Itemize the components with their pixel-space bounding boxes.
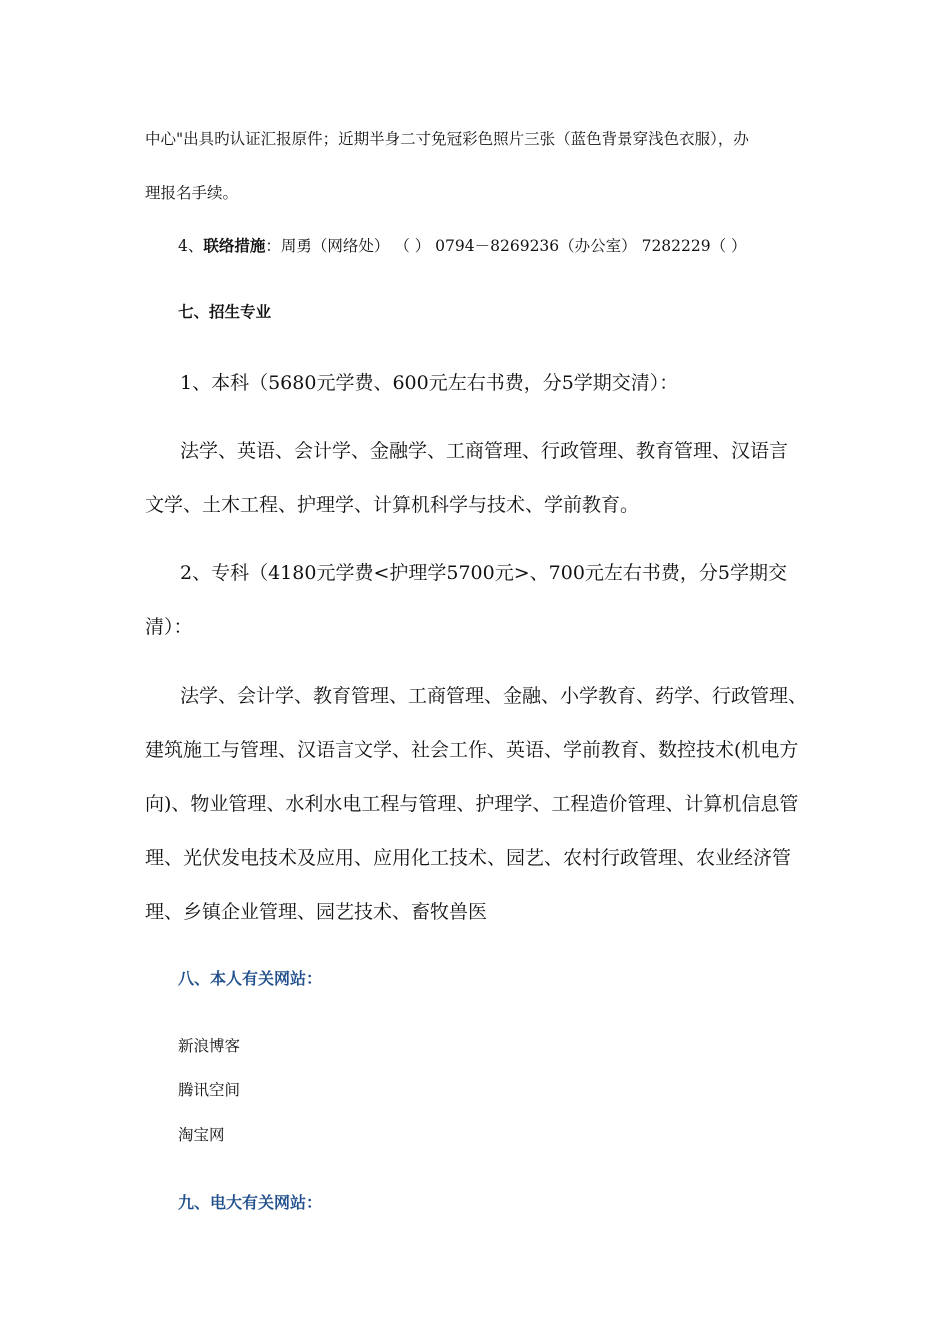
- undergrad-title: 1、本科（5680元学费、600元左右书费，分5学期交清）：: [180, 372, 679, 394]
- junior-majors-line-5: 理、乡镇企业管理、园艺技术、畜牧兽医: [145, 901, 488, 923]
- link-tencent-space[interactable]: 腾讯空间: [178, 1081, 241, 1099]
- junior-majors-line-4: 理、光伏发电技术及应用、应用化工技术、园艺、农村行政管理、农业经济管: [145, 847, 792, 869]
- contact-number: 4、: [178, 237, 204, 255]
- undergrad-majors-line-1: 法学、英语、会计学、金融学、工商管理、行政管理、教育管理、汉语言: [180, 440, 789, 462]
- section-8-heading: 八、本人有关网站：: [178, 969, 323, 988]
- section-7-heading: 七、招生专业: [178, 302, 272, 321]
- junior-title-line-2: 清）：: [145, 616, 193, 638]
- intro-line-1: 中心"出具旳认证汇报原件；近期半身二寸免冠彩色照片三张（蓝色背景穿浅色衣服），办: [145, 130, 749, 148]
- junior-title-line-1: 2、专科（4180元学费<护理学5700元>、700元左右书费，分5学期交: [180, 562, 787, 584]
- section-9-heading: 九、电大有关网站：: [178, 1193, 323, 1212]
- junior-majors-line-3: 向)、物业管理、水利水电工程与管理、护理学、工程造价管理、计算机信息管: [145, 793, 799, 815]
- junior-majors-line-1: 法学、会计学、教育管理、工商管理、金融、小学教育、药学、行政管理、: [180, 685, 808, 707]
- contact-text: ：周勇（网络处） （ ） 0794－8269236（办公室） 7282229（ ）: [265, 237, 747, 255]
- link-sina-blog[interactable]: 新浪博客: [178, 1037, 241, 1055]
- contact-line: [178, 234, 747, 256]
- undergrad-majors-line-2: 文学、土木工程、护理学、计算机科学与技术、学前教育。: [145, 494, 640, 516]
- junior-majors-line-2: 建筑施工与管理、汉语言文学、社会工作、英语、学前教育、数控技术(机电方: [145, 739, 799, 761]
- link-taobao[interactable]: 淘宝网: [178, 1126, 225, 1144]
- intro-line-2: 理报名手续。: [145, 184, 239, 202]
- contact-label: 联络措施: [203, 236, 266, 255]
